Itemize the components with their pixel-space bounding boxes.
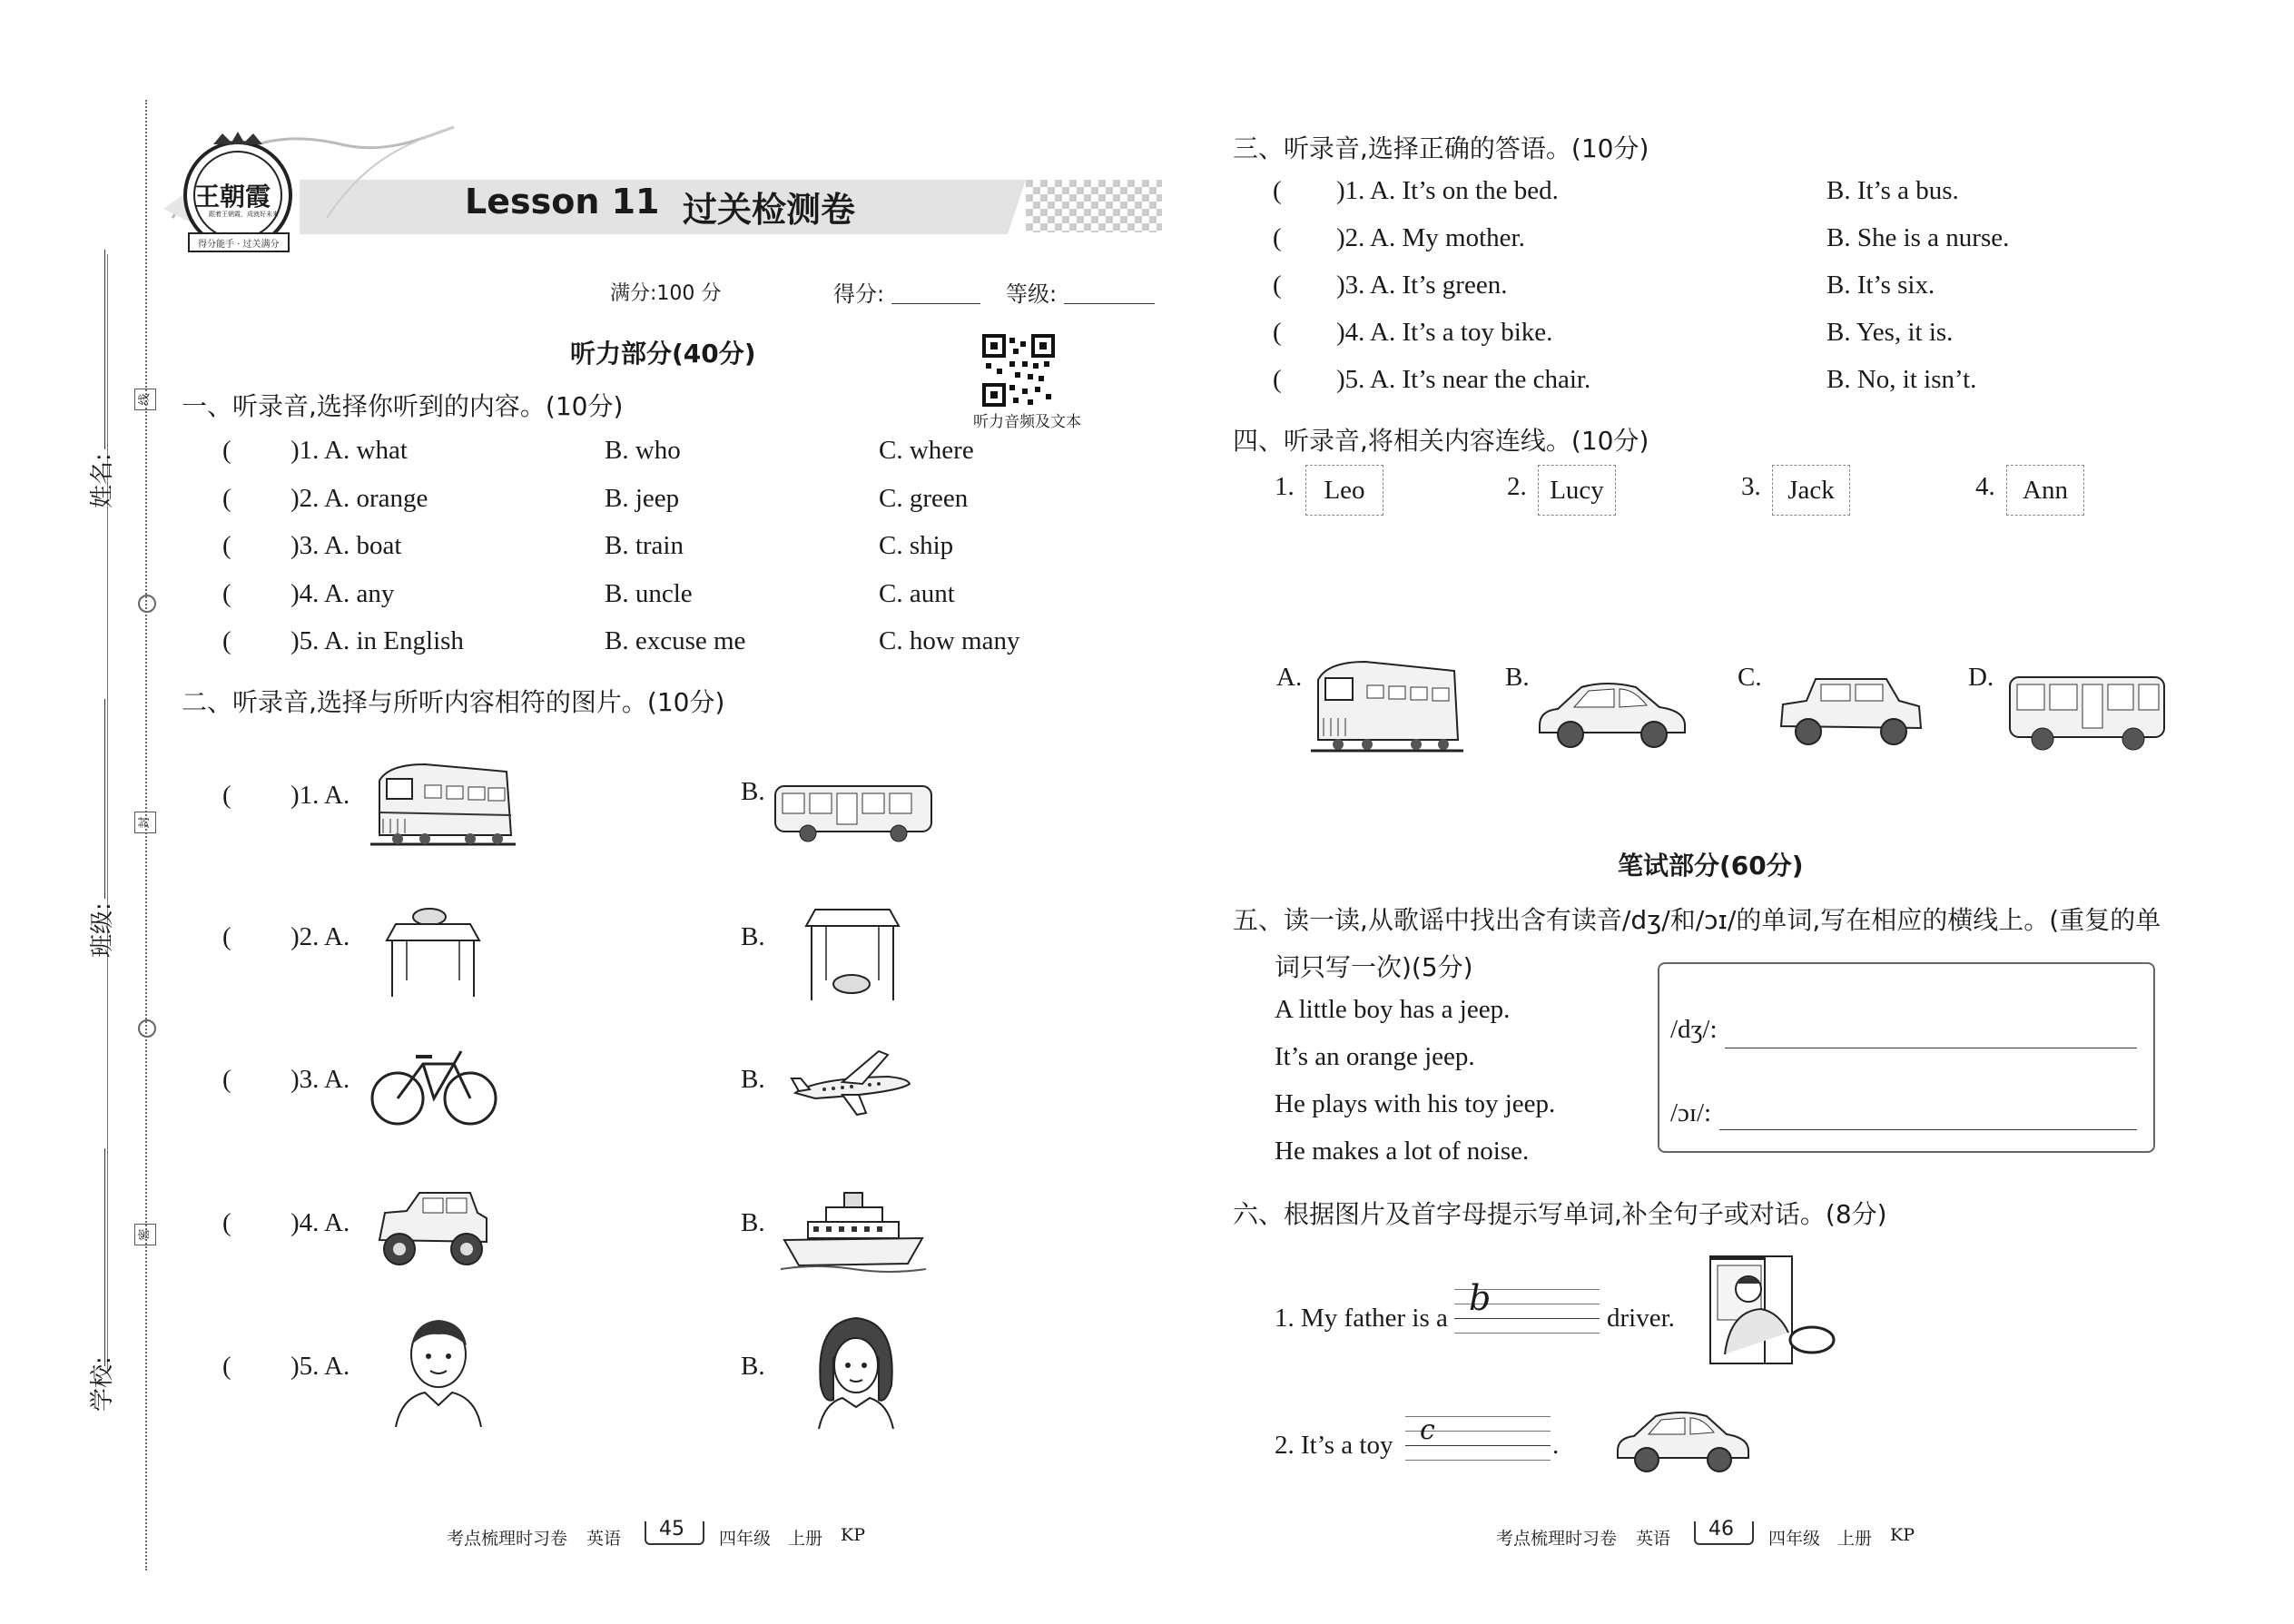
footer-subject: 英语 (586, 1529, 622, 1549)
dj-label: /dʒ/: (1670, 1015, 1718, 1044)
s3-paren: ( (1273, 223, 1282, 252)
brand-slogan: 跟着王朝霞，成就好未来 (209, 211, 279, 218)
s6-q2-post: . (1552, 1431, 1560, 1460)
s2-title: 二、听录音,选择与所听内容相符的图片。(10分) (182, 687, 725, 717)
s6-q2-pre: 2. It’s a toy (1275, 1431, 1393, 1460)
s1-item-num: )4. A. any (290, 579, 395, 608)
toy-car-icon[interactable] (1612, 1405, 1754, 1478)
s1-item-num: )5. A. in English (290, 626, 464, 655)
school-label: 学校: (89, 1356, 116, 1412)
s3-paren: ( (1273, 318, 1282, 347)
footer-page-number: 45 (659, 1518, 684, 1540)
s4-pic-d-label: D. (1968, 663, 1994, 692)
answer-box (1658, 962, 2155, 1153)
brand-emblem (182, 132, 295, 254)
s4-num: 3. (1741, 472, 1761, 501)
s3-item-a: )2. A. My mother. (1336, 223, 1525, 252)
footer-code: KP (1890, 1525, 1915, 1545)
bus-icon[interactable] (772, 782, 935, 846)
s1-item-c: C. how many (879, 626, 1020, 655)
s3-paren: ( (1273, 271, 1282, 300)
s6-q1-letter: b (1469, 1278, 1492, 1318)
s1-paren: ( (222, 579, 231, 608)
s2-item-b: B. (741, 1065, 765, 1094)
car-under-table-icon[interactable] (799, 899, 903, 1003)
s3-item-b: B. It’s six. (1826, 271, 1935, 300)
plane-icon[interactable] (788, 1046, 915, 1118)
s1-item-c: C. green (879, 484, 969, 513)
guide-line (1454, 1333, 1600, 1334)
footer-grade: 四年级 (1768, 1529, 1821, 1549)
name-box-lucy[interactable]: Lucy (1538, 465, 1616, 516)
s6-q1-post: driver. (1607, 1304, 1675, 1333)
writing-heading: 笔试部分(60分) (1618, 851, 1804, 881)
grade-field[interactable] (1064, 303, 1155, 304)
s3-item-a: )4. A. It’s a toy bike. (1336, 318, 1553, 347)
s6-q2-letter: c (1420, 1414, 1435, 1446)
s3-item-b: B. She is a nurse. (1826, 223, 2010, 252)
s2-item-b: B. (741, 1208, 765, 1237)
s6-title: 六、根据图片及首字母提示写单词,补全句子或对话。(8分) (1233, 1199, 1887, 1229)
s1-paren: ( (222, 626, 231, 655)
oi-answer-line[interactable] (1719, 1129, 2137, 1130)
footer-term: 上册 (788, 1529, 823, 1549)
s2-item-a: )5. A. (290, 1352, 350, 1381)
s2-item-a: )3. A. (290, 1065, 350, 1094)
s1-paren: ( (222, 484, 231, 513)
s1-paren: ( (222, 531, 231, 560)
brand-ribbon: 得分能手 · 过关满分 (198, 240, 280, 250)
boy-icon[interactable] (389, 1314, 488, 1428)
full-marks: 满分:100 分 (610, 282, 722, 305)
s2-paren: ( (222, 1208, 231, 1237)
s1-item-b: B. who (605, 436, 681, 465)
s2-item-a: )1. A. (290, 781, 350, 810)
name-box-leo[interactable]: Leo (1305, 465, 1383, 516)
footer-code: KP (841, 1525, 865, 1545)
dotted-cut-line (145, 100, 147, 1570)
s5-title-line1: 五、读一读,从歌谣中找出含有读音/dʒ/和/ɔɪ/的单词,写在相应的横线上。(重复的单 (1233, 905, 2161, 935)
bus-icon[interactable] (2006, 674, 2168, 753)
s3-paren: ( (1273, 365, 1282, 394)
name-label: 姓名: (89, 453, 116, 508)
footer-page-number: 46 (1708, 1518, 1734, 1540)
s3-title: 三、听录音,选择正确的答语。(10分) (1233, 133, 1649, 163)
footer-series: 考点梳理时习卷 (1496, 1529, 1618, 1549)
name-box-jack[interactable]: Jack (1772, 465, 1850, 516)
s4-num: 1. (1275, 472, 1295, 501)
qr-code[interactable] (982, 334, 1055, 407)
score-field[interactable] (891, 303, 980, 304)
s1-item-num: )3. A. boat (290, 531, 402, 560)
grade-label: 等级: (1006, 281, 1058, 307)
s3-item-b: B. No, it isn’t. (1826, 365, 1977, 394)
train-icon[interactable] (1311, 658, 1463, 758)
s3-item-a: )3. A. It’s green. (1336, 271, 1508, 300)
seal-mid: 封 (134, 812, 156, 833)
rhyme-line: A little boy has a jeep. (1275, 995, 1511, 1024)
s1-item-b: B. train (605, 531, 684, 560)
score-label: 得分: (833, 281, 885, 307)
s4-pic-c-label: C. (1738, 663, 1762, 692)
s1-item-c: C. ship (879, 531, 954, 560)
jeep-icon[interactable] (370, 1186, 493, 1272)
s4-pic-b-label: B. (1505, 663, 1530, 692)
s4-pic-a-label: A. (1276, 663, 1303, 692)
class-label: 班级: (89, 902, 116, 958)
guide-line (1454, 1318, 1600, 1319)
bike-icon[interactable] (370, 1046, 497, 1127)
s1-title: 一、听录音,选择你听到的内容。(10分) (182, 391, 624, 421)
s6-q1-pre: 1. My father is a (1275, 1304, 1448, 1333)
binding-margin (0, 0, 154, 1624)
s6-q2-writing-lines[interactable] (1405, 1412, 1551, 1463)
footer-series: 考点梳理时习卷 (447, 1529, 568, 1549)
s2-paren: ( (222, 1352, 231, 1381)
s4-num: 4. (1975, 472, 1995, 501)
s2-item-b: B. (741, 922, 765, 951)
class-line (104, 699, 105, 899)
s5-title-line2: 词只写一次)(5分) (1275, 952, 1473, 982)
s3-item-a: )5. A. It’s near the chair. (1336, 365, 1591, 394)
s1-item-c: C. where (879, 436, 974, 465)
seal-top: 线 (134, 389, 156, 410)
lesson-subtitle: 过关检测卷 (683, 190, 856, 230)
car-icon[interactable] (1534, 676, 1690, 749)
s3-paren: ( (1273, 176, 1282, 205)
listening-heading: 听力部分(40分) (570, 339, 756, 369)
s6-q1-writing-lines[interactable] (1454, 1278, 1600, 1334)
footer-term: 上册 (1837, 1529, 1873, 1549)
girl-icon[interactable] (806, 1313, 906, 1431)
solid-binding-line (107, 254, 108, 1371)
s2-item-b: B. (741, 1352, 765, 1381)
s1-item-b: B. excuse me (605, 626, 746, 655)
name-box-ann[interactable]: Ann (2006, 465, 2084, 516)
rhyme-line: He makes a lot of noise. (1275, 1137, 1530, 1166)
name-line (104, 250, 105, 449)
s1-item-num: )2. A. orange (290, 484, 428, 513)
qr-caption: 听力音频及文本 (973, 413, 1081, 430)
guide-line (1405, 1460, 1551, 1461)
lesson-title: Lesson 11 (465, 182, 660, 221)
s2-paren: ( (222, 1065, 231, 1094)
s4-num: 2. (1507, 472, 1527, 501)
s3-item-b: B. It’s a bus. (1826, 176, 1959, 205)
train-icon[interactable] (370, 763, 516, 853)
s1-item-num: )1. A. what (290, 436, 408, 465)
ship-icon[interactable] (781, 1186, 926, 1272)
s1-item-b: B. uncle (605, 579, 693, 608)
s2-paren: ( (222, 781, 231, 810)
rhyme-line: He plays with his toy jeep. (1275, 1089, 1556, 1118)
s2-paren: ( (222, 922, 231, 951)
seal-bottom: 密 (134, 1224, 156, 1245)
s4-title: 四、听录音,将相关内容连线。(10分) (1233, 426, 1649, 456)
s2-item-a: )4. A. (290, 1208, 350, 1237)
s1-item-c: C. aunt (879, 579, 955, 608)
oi-label: /ɔɪ/: (1670, 1098, 1712, 1127)
brand-name: 王朝霞 (194, 182, 271, 212)
s2-item-b: B. (741, 777, 765, 806)
s1-paren: ( (222, 436, 231, 465)
seal-dot-1 (138, 595, 156, 613)
footer-subject: 英语 (1636, 1529, 1671, 1549)
seal-dot-2 (138, 1019, 156, 1038)
qr-icon (982, 334, 1055, 407)
s2-item-a: )2. A. (290, 922, 350, 951)
car-on-table-icon[interactable] (379, 897, 484, 1001)
school-line (104, 1148, 105, 1366)
footer-grade: 四年级 (719, 1529, 772, 1549)
s1-item-b: B. jeep (605, 484, 680, 513)
bus-driver-icon[interactable] (1707, 1253, 1838, 1366)
s3-item-a: )1. A. It’s on the bed. (1336, 176, 1559, 205)
small-car-icon[interactable] (1776, 672, 1925, 752)
rhyme-line: It’s an orange jeep. (1275, 1042, 1475, 1071)
s3-item-b: B. Yes, it is. (1826, 318, 1954, 347)
